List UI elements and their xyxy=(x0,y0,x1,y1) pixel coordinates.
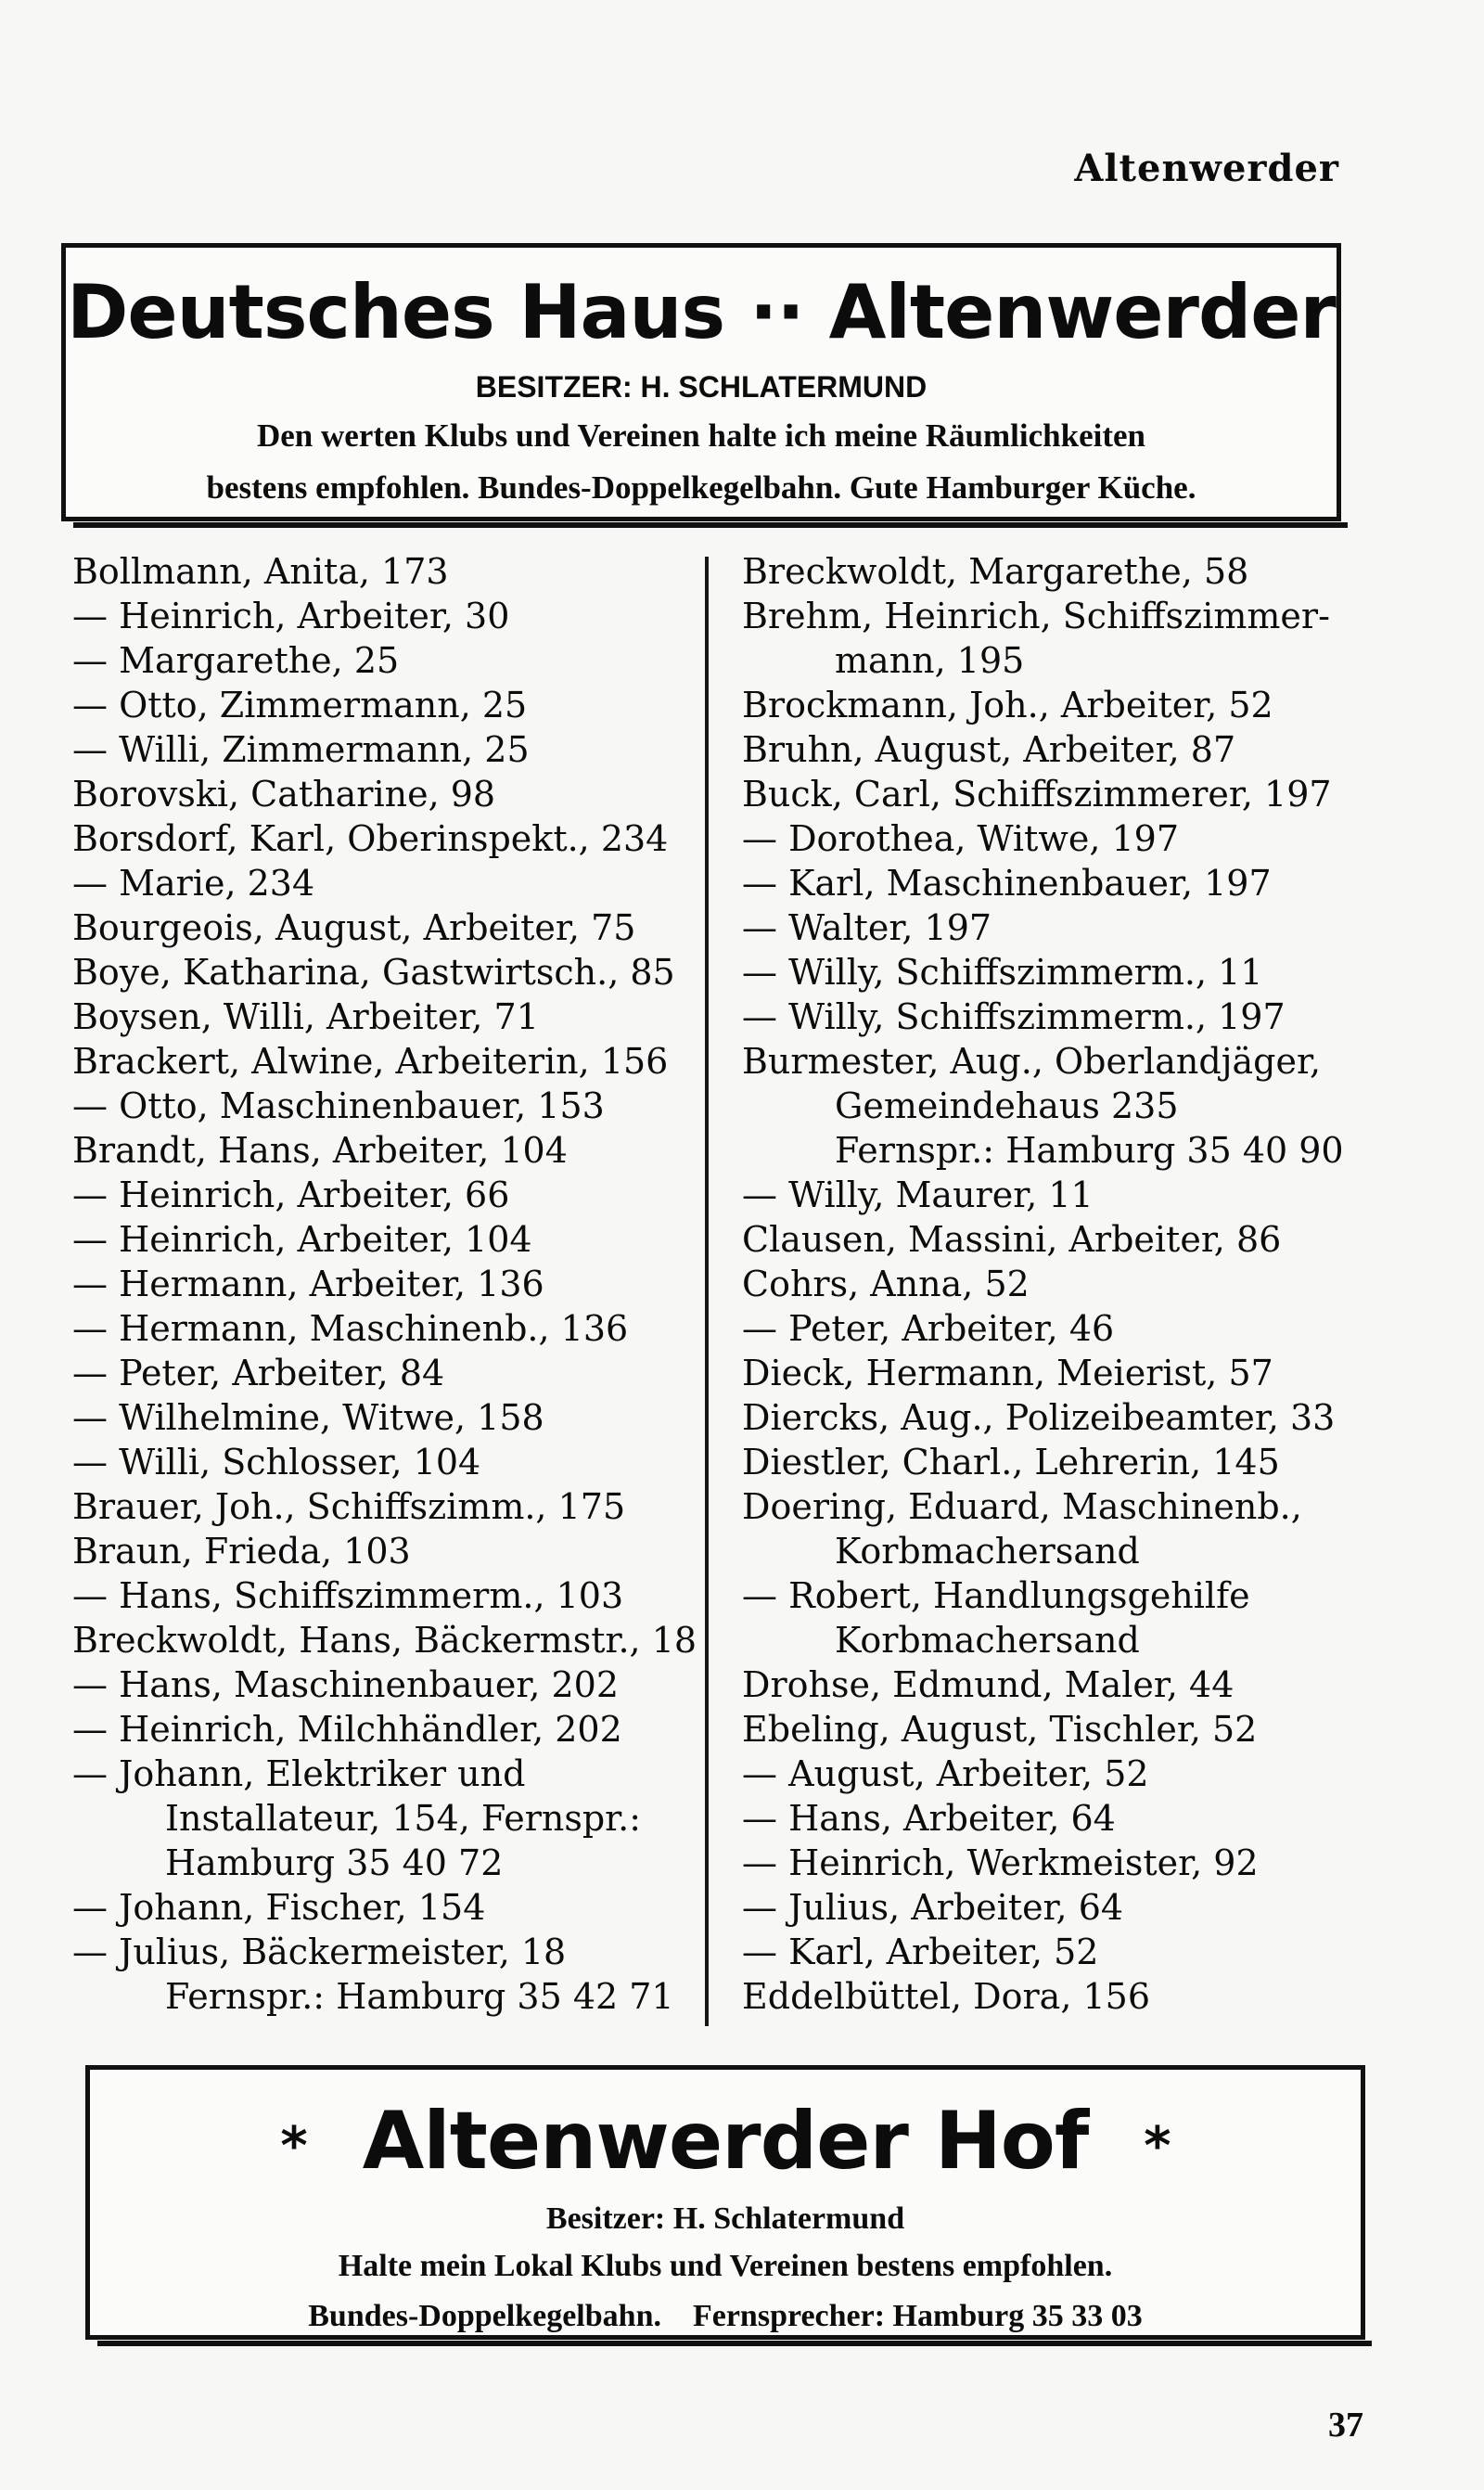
running-header: Altenwerder xyxy=(1074,147,1339,190)
directory-entry: Cohrs, Anna, 52 xyxy=(742,1264,1030,1304)
directory-entry: Bourgeois, August, Arbeiter, 75 xyxy=(72,907,636,948)
directory-entry: — Willy, Schiffszimmerm., 11 xyxy=(742,952,1263,993)
page-number: 37 xyxy=(1328,2406,1363,2445)
directory-entry: Dieck, Hermann, Meierist, 57 xyxy=(742,1353,1273,1393)
directory-column-right xyxy=(742,549,1382,2019)
directory-entry: — Hans, Schiffszimmerm., 103 xyxy=(72,1575,624,1616)
ad-text-line: Den werten Klubs und Vereinen halte ich meine Räumlichkeiten xyxy=(256,417,1145,454)
ad-text-line: bestens empfohlen. Bundes-Doppelkegelbahn. Gute Hamburger Küche. xyxy=(206,468,1196,506)
directory-entry: — Willy, Maurer, 11 xyxy=(742,1174,1094,1215)
directory-entry: Borsdorf, Karl, Oberinspekt., 234 xyxy=(72,818,669,859)
directory-entry: — Marie, 234 xyxy=(72,863,315,904)
directory-entry: mann, 195 xyxy=(835,640,1025,681)
directory-entry: Korbmachersand xyxy=(835,1531,1140,1572)
directory-entry: Fernspr.: Hamburg 35 42 71 xyxy=(165,1976,674,2017)
directory-entry: Brackert, Alwine, Arbeiterin, 156 xyxy=(72,1041,669,1082)
directory-entry: Boye, Katharina, Gastwirtsch., 85 xyxy=(72,952,675,993)
directory-entry: Installateur, 154, Fernspr.: xyxy=(165,1798,642,1839)
directory-entry: — Heinrich, Werkmeister, 92 xyxy=(742,1842,1259,1883)
directory-entry: Gemeindehaus 235 xyxy=(835,1085,1179,1126)
directory-entry: — Willi, Schlosser, 104 xyxy=(72,1442,481,1482)
directory-entry: — Margarethe, 25 xyxy=(72,640,400,681)
directory-entry: — Otto, Maschinenbauer, 153 xyxy=(72,1085,605,1126)
directory-entry: Borovski, Catharine, 98 xyxy=(72,774,496,815)
column-divider xyxy=(705,557,709,2026)
ad-title-row xyxy=(90,2095,1361,2188)
directory-entry: — Peter, Arbeiter, 46 xyxy=(742,1308,1115,1349)
directory-entry: — August, Arbeiter, 52 xyxy=(742,1753,1149,1794)
directory-entry: — Julius, Arbeiter, 64 xyxy=(742,1887,1124,1928)
directory-entry: Buck, Carl, Schiffszimmerer, 197 xyxy=(742,774,1332,815)
directory-entry: Clausen, Massini, Arbeiter, 86 xyxy=(742,1219,1282,1260)
directory-entry: Drohse, Edmund, Maler, 44 xyxy=(742,1664,1235,1705)
directory-entry: — Johann, Fischer, 154 xyxy=(72,1887,486,1928)
directory-entry: — Otto, Zimmermann, 25 xyxy=(72,685,528,725)
directory-entry: Burmester, Aug., Oberlandjäger, xyxy=(742,1041,1322,1082)
star-icon: * xyxy=(1144,2115,1171,2176)
directory-entry: — Hans, Maschinenbauer, 202 xyxy=(72,1664,620,1705)
directory-entry: Korbmachersand xyxy=(835,1620,1140,1661)
directory-entry: — Johann, Elektriker und xyxy=(72,1753,526,1794)
directory-entry: Diestler, Charl., Lehrerin, 145 xyxy=(742,1442,1280,1482)
advertisement-altenwerder-hof xyxy=(85,2065,1365,2340)
directory-entry: — Heinrich, Arbeiter, 104 xyxy=(72,1219,532,1260)
directory-entry: — Wilhelmine, Witwe, 158 xyxy=(72,1397,544,1438)
directory-entry: Fernspr.: Hamburg 35 40 90 xyxy=(835,1130,1344,1171)
directory-entry: Brauer, Joh., Schiffszimm., 175 xyxy=(72,1486,626,1527)
directory-entry: Breckwoldt, Margarethe, 58 xyxy=(742,551,1249,592)
ad-title: Altenwerder Hof xyxy=(362,2095,1089,2188)
directory-entry: — Hermann, Arbeiter, 136 xyxy=(72,1264,544,1304)
directory-entry: Doering, Eduard, Maschinenb., xyxy=(742,1486,1302,1527)
ad-owner: Besitzer: H. Schlatermund xyxy=(545,2201,905,2236)
advertisement-deutsches-haus xyxy=(61,243,1341,521)
directory-entry: Brehm, Heinrich, Schiffszimmer- xyxy=(742,596,1330,636)
directory-entry: — Willy, Schiffszimmerm., 197 xyxy=(742,996,1286,1037)
directory-entry: Hamburg 35 40 72 xyxy=(165,1842,504,1883)
directory-column-left xyxy=(72,549,712,2019)
directory-entry: Diercks, Aug., Polizeibeamter, 33 xyxy=(742,1397,1336,1438)
directory-entry: Boysen, Willi, Arbeiter, 71 xyxy=(72,996,539,1037)
directory-entry: — Julius, Bäckermeister, 18 xyxy=(72,1932,567,1972)
ad-text-line: Bundes-Doppelkegelbahn. Fernsprecher: Hamburg 35 33 03 xyxy=(308,2299,1143,2334)
ad-owner: BESITZER: H. SCHLATERMUND xyxy=(475,370,928,404)
directory-entry: Braun, Frieda, 103 xyxy=(72,1531,411,1572)
ad-text-line: Halte mein Lokal Klubs und Vereinen bestens empfohlen. xyxy=(338,2249,1113,2283)
directory-entry: Ebeling, August, Tischler, 52 xyxy=(742,1709,1258,1750)
directory-entry: — Hans, Arbeiter, 64 xyxy=(742,1798,1116,1839)
directory-entry: — Hermann, Maschinenb., 136 xyxy=(72,1308,629,1349)
directory-entry: Brockmann, Joh., Arbeiter, 52 xyxy=(742,685,1273,725)
directory-entry: — Peter, Arbeiter, 84 xyxy=(72,1353,445,1393)
ad-title: Deutsches Haus ·· Altenwerder xyxy=(67,269,1336,355)
directory-entry: — Karl, Maschinenbauer, 197 xyxy=(742,863,1272,904)
directory-entry: — Heinrich, Arbeiter, 30 xyxy=(72,596,510,636)
directory-entry: Breckwoldt, Hans, Bäckermstr., 18 xyxy=(72,1620,697,1661)
directory-entry: — Dorothea, Witwe, 197 xyxy=(742,818,1180,859)
directory-entry: — Heinrich, Milchhändler, 202 xyxy=(72,1709,622,1750)
directory-entry: Brandt, Hans, Arbeiter, 104 xyxy=(72,1130,568,1171)
star-icon: * xyxy=(280,2115,307,2176)
directory-entry: Bollmann, Anita, 173 xyxy=(72,551,449,592)
directory-entry: — Karl, Arbeiter, 52 xyxy=(742,1932,1099,1972)
directory-entry: — Walter, 197 xyxy=(742,907,992,948)
directory-entry: — Robert, Handlungsgehilfe xyxy=(742,1575,1250,1616)
directory-entry: Bruhn, August, Arbeiter, 87 xyxy=(742,729,1236,770)
directory-entry: Eddelbüttel, Dora, 156 xyxy=(742,1976,1151,2017)
directory-entry: — Willi, Zimmermann, 25 xyxy=(72,729,530,770)
directory-entry: — Heinrich, Arbeiter, 66 xyxy=(72,1174,510,1215)
